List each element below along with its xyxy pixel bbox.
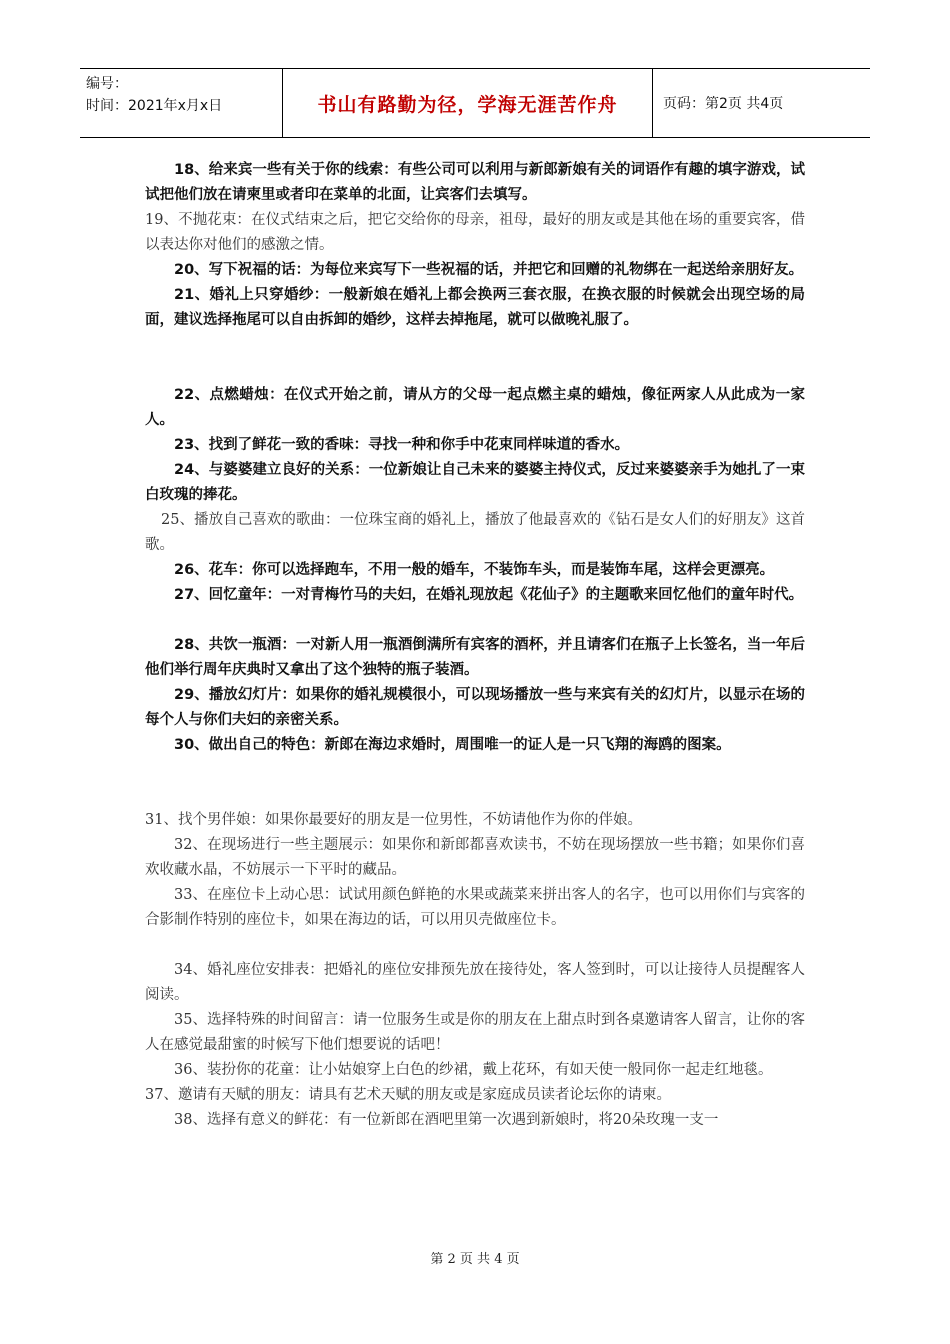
paragraph: 26、花车：你可以选择跑车，不用一般的婚车，不装饰车头，而是装饰车尾，这样会更漂亮。 [174, 562, 775, 578]
paragraph: 27、回忆童年：一对青梅竹马的夫妇，在婚礼现放起《花仙子》的主题歌来回忆他们的童年时代。 [174, 587, 804, 603]
paragraph: 31、找个男伴娘：如果你最要好的朋友是一位男性，不妨请他作为你的伴娘。 [145, 812, 642, 828]
header-motto-cell [283, 69, 653, 137]
document-body [145, 158, 805, 1133]
paragraph: 33、在座位卡上动心思：试试用颜色鲜艳的水果或蔬菜来拼出客人的名字，也可以用你们与宾客的合影制作特别的座位卡，如果在海边的话，可以用贝壳做座位卡。 [145, 887, 805, 928]
document-header [80, 68, 870, 138]
header-meta [80, 69, 283, 137]
paragraph: 29、播放幻灯片：如果你的婚礼规模很小，可以现场播放一些与来宾有关的幻灯片，以显示在场的每个人与你们夫妇的亲密关系。 [145, 687, 805, 728]
paragraph: 20、写下祝福的话：为每位来宾写下一些祝福的话，并把它和回赠的礼物绑在一起送给亲朋好友。 [174, 262, 804, 278]
paragraph: 32、在现场进行一些主题展示：如果你和新郎都喜欢读书，不妨在现场摆放一些书籍；如果你们喜欢收藏水晶，不妨展示一下平时的藏品。 [145, 837, 805, 878]
paragraph: 30、做出自己的特色：新郎在海边求婚时，周围唯一的证人是一只飞翔的海鸥的图案。 [174, 737, 731, 753]
spacer [145, 333, 805, 383]
paragraph: 37、邀请有天赋的朋友：请具有艺术天赋的朋友或是家庭成员读者论坛你的请柬。 [145, 1087, 671, 1103]
spacer [145, 608, 805, 633]
paragraph: 36、装扮你的花童：让小姑娘穿上白色的纱裙，戴上花环，有如天使一般同你一起走红地毯。 [174, 1062, 773, 1078]
page-footer: 第 2 页 共 4 页 [430, 1252, 520, 1267]
paragraph: 38、选择有意义的鲜花：有一位新郎在酒吧里第一次遇到新娘时，将20朵玫瑰一支一 [174, 1112, 719, 1128]
paragraph: 19、不抛花束：在仪式结束之后，把它交给你的母亲，祖母，最好的朋友或是其他在场的重要宾客，借以表达你对他们的感激之情。 [145, 212, 805, 253]
paragraph: 28、共饮一瓶酒：一对新人用一瓶酒倒满所有宾客的酒杯，并且请客们在瓶子上长签名，当一年后他们举行周年庆典时又拿出了这个独特的瓶子装酒。 [145, 637, 805, 678]
paragraph: 22、点燃蜡烛：在仪式开始之前，请从方的父母一起点燃主桌的蜡烛，像征两家人从此成为一家人。 [145, 387, 805, 428]
paragraph: 23、找到了鲜花一致的香味：寻找一种和你手中花束同样味道的香水。 [174, 437, 630, 453]
motto: 书山有路勤为径，学海无涯苦作舟 [317, 93, 618, 116]
paragraph: 34、婚礼座位安排表：把婚礼的座位安排预先放在接待处，客人签到时，可以让接待人员提醒客人阅读。 [145, 962, 805, 1003]
paragraph: 24、与婆婆建立良好的关系：一位新娘让自己未来的婆婆主持仪式，反过来婆婆亲手为她扎了一束白玫瑰的捧花。 [145, 462, 805, 503]
paragraph: 21、婚礼上只穿婚纱：一般新娘在婚礼上都会换两三套衣服，在换衣服的时候就会出现空场的局面，建议选择拖尾可以自由拆卸的婚纱，这样去掉拖尾，就可以做晚礼服了。 [145, 287, 805, 328]
date-line: 时间：2021年x月x日 [86, 98, 223, 114]
paragraph: 25、播放自己喜欢的歌曲：一位珠宝商的婚礼上，播放了他最喜欢的《钻石是女人们的好朋友》这首歌。 [145, 512, 805, 553]
header-page-info-cell [653, 69, 870, 137]
spacer [145, 933, 805, 958]
spacer [145, 758, 805, 808]
serial-number-label: 编号： [86, 76, 128, 92]
page-info: 页码：第2页 共4页 [663, 96, 784, 112]
paragraph: 18、给来宾一些有关于你的线索：有些公司可以利用与新郎新娘有关的词语作有趣的填字游戏，试试把他们放在请柬里或者印在菜单的北面，让宾客们去填写。 [145, 162, 805, 203]
paragraph: 35、选择特殊的时间留言：请一位服务生或是你的朋友在上甜点时到各桌邀请客人留言，让你的客人在感觉最甜蜜的时候写下他们想要说的话吧！ [145, 1012, 805, 1053]
